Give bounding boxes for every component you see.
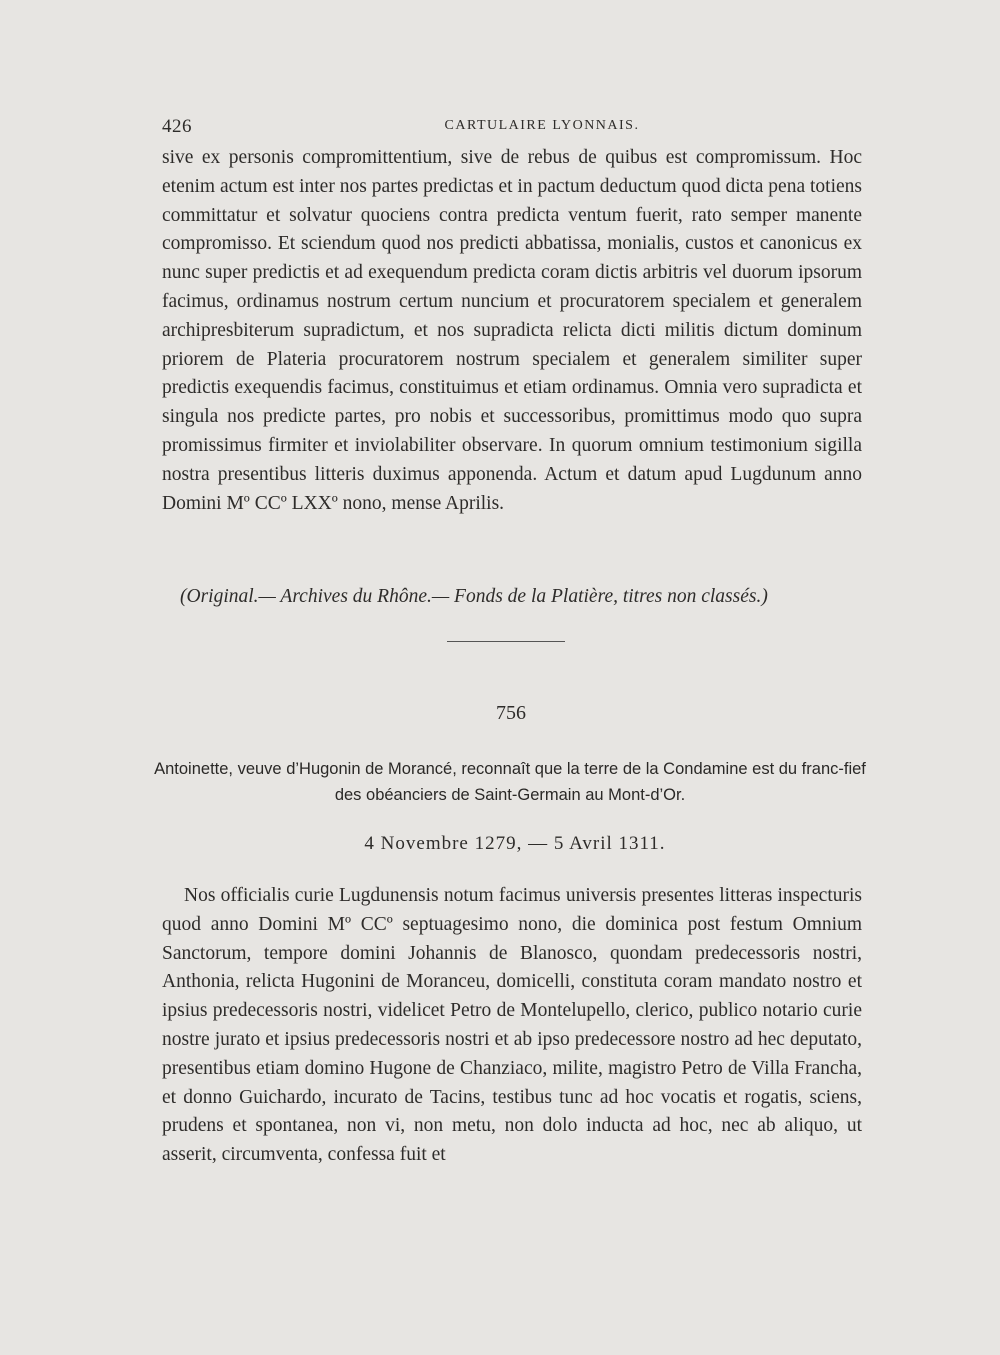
source-citation: (Original.— Archives du Rhône.— Fonds de la Platière, titres non classés.) (180, 586, 768, 607)
running-title: CARTULAIRE LYONNAIS. (444, 118, 640, 133)
charter-756-body (162, 882, 862, 1170)
charter-date: 4 Novembre 1279, — 5 Avril 1311. (364, 833, 666, 854)
section-divider (447, 641, 565, 642)
charter-number: 756 (496, 702, 526, 724)
charter-summary: Antoinette, veuve d’Hugonin de Morancé, reconnaît que la terre de la Condamine est du franc-fief des obéanciers de Saint-Germain au Mont-d’Or. (154, 760, 866, 804)
page-number: 426 (162, 116, 192, 137)
charter-756-text: Nos officialis curie Lugdunensis notum facimus universis presentes litteras inspecturis quod anno Domini Mº CCº septuagesimo nono, die dominica post festum Omnium Sanctorum, tempore domini Johannis de Blanosco, quondam predecessoris nostri, Anthonia, relicta Hugonini de Moranceu, domicelli, constituta coram mandato nostro et ipsius predecessoris nostri, videlicet Petro de Montelupello, clerico, publico notario curie nostre jurato et ipsius predecessoris nostri et ab ipso predecessore nostro ad hec deputato, presentibus etiam domino Hugone de Chanziaco, milite, magistro Petro de Villa Francha, et donno Guichardo, incurato de Tacins, testibus tunc ad hoc vocatis et rogatis, sciens, prudens et spontanea, non vi, non metu, non dolo inducta ad hoc, nec ab aliquo, ut asserit, circumventa, confessa fuit et (162, 885, 862, 1166)
charter-755-text: sive ex personis compromittentium, sive de rebus de quibus est compromissum. Hoc etenim actum est inter nos partes predictas et in pactum deductum quod dicta pena totiens committatur et solvatur quociens contra predicta ventum fuerit, rato semper manente compromisso. Et sciendum quod nos predicti abbatissa, monialis, custos et canonicus ex nunc super predictis et ad exequendum predicta coram dictis arbitris vel duorum ipsorum facimus, ordinamus nostrum certum nuncium et procuratorem specialem et generalem archipresbiterum supradictum, et nos supradicta relicta dicti militis dictum dominum priorem de Plateria procuratorem nostrum specialem et generalem similiter super predictis exequendis facimus, constituimus et etiam ordinamus. Omnia vero supradicta et singula nos predicte partes, pro nobis et successoribus, promittimus modo quo supra promissimus firmiter et inviolabiliter observare. In quorum omnium testimonium sigilla nostra presentibus litteris duximus apponenda. Actum et datum apud Lugdunum anno Domini Mº CCº LXXº nono, mense Aprilis. (162, 147, 862, 514)
page-header (162, 116, 862, 140)
charter-755-continuation (162, 144, 862, 518)
